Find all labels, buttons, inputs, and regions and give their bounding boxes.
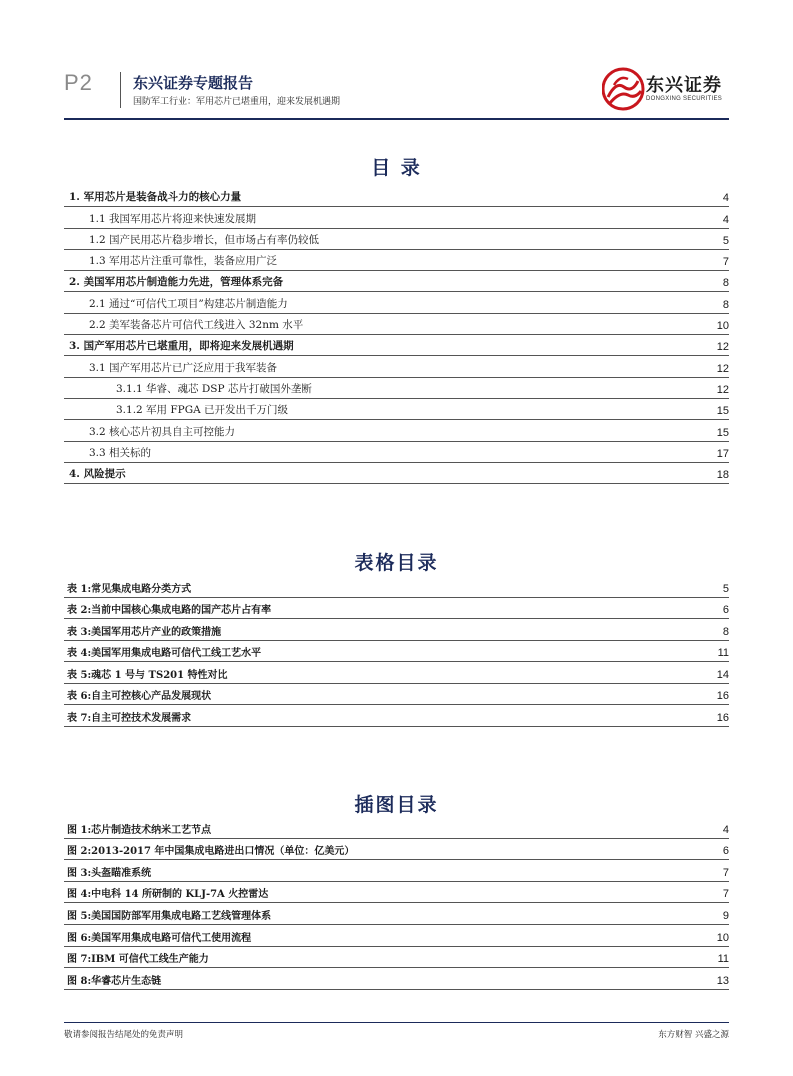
table-toc-entry[interactable]	[64, 598, 729, 620]
toc-entry[interactable]	[64, 292, 729, 313]
figure-toc-page: 9	[722, 909, 729, 922]
figure-toc-entry[interactable]	[64, 882, 729, 904]
figure-list	[64, 817, 729, 990]
toc-entry-page: 10	[716, 320, 729, 333]
figure-toc-title: 插图目录	[354, 794, 439, 816]
toc-entry-label: 2. 美国军用芯片制造能力先进，管理体系完备	[69, 276, 284, 289]
toc-entry[interactable]	[64, 250, 729, 271]
table-toc-label: 表 2:当前中国核心集成电路的国产芯片占有率	[67, 605, 272, 616]
toc-entry-label: 4. 风险提示	[69, 468, 126, 481]
table-toc-entry[interactable]	[64, 684, 729, 706]
toc-entry-label: 2.2 美军装备芯片可信代工线进入 32nm 水平	[89, 319, 304, 332]
toc-entry-page: 12	[716, 341, 729, 354]
figure-toc-page: 10	[716, 931, 729, 944]
toc-entry[interactable]	[64, 207, 729, 228]
logo-subtext: DONGXING SECURITIES	[646, 96, 723, 102]
table-toc-entry[interactable]	[64, 641, 729, 663]
toc-title: 目 录	[371, 157, 422, 179]
toc-entry-label: 3.1.2 军用 FPGA 已开发出千万门级	[116, 404, 289, 417]
figure-toc-page: 11	[717, 953, 729, 966]
table-list	[64, 576, 729, 727]
toc-entry[interactable]	[64, 399, 729, 420]
toc-entry-page: 15	[716, 405, 729, 418]
toc-entry-label: 1.1 我国军用芯片将迎来快速发展期	[89, 212, 257, 225]
toc-entry-label: 1.2 国产民用芯片稳步增长，但市场占有率仍较低	[89, 233, 320, 246]
toc-entry-page: 4	[722, 192, 729, 205]
figure-toc-page: 7	[722, 888, 729, 901]
toc-entry-label: 3.1.1 华睿、魂芯 DSP 芯片打破国外垄断	[116, 382, 312, 395]
toc-entry-page: 12	[716, 362, 729, 375]
toc-entry[interactable]	[64, 442, 729, 463]
figure-toc-label: 图 4:中电科 14 所研制的 KLJ-7A 火控雷达	[67, 889, 269, 901]
table-toc-label: 表 5:魂芯 1 号与 TS201 特性对比	[67, 669, 228, 681]
page-number: P2	[64, 70, 93, 95]
figure-toc-label: 图 6:美国军用集成电路可信代工使用流程	[67, 932, 252, 944]
toc-entry-page: 4	[722, 213, 729, 226]
toc-entry[interactable]	[64, 420, 729, 441]
header-rule	[64, 118, 729, 120]
report-title: 东兴证券专题报告	[133, 74, 254, 92]
figure-toc-label: 图 3:头盔瞄准系统	[67, 867, 152, 879]
table-toc-label: 表 6:自主可控核心产品发展现状	[67, 691, 212, 702]
table-toc-label: 表 7:自主可控技术发展需求	[67, 712, 192, 724]
header-divider	[120, 72, 121, 108]
table-toc-entry[interactable]	[64, 705, 729, 727]
toc-entry-page: 17	[716, 447, 729, 460]
toc-entry[interactable]	[64, 335, 729, 356]
table-toc-entry[interactable]	[64, 619, 729, 641]
toc-entry-label: 3.2 核心芯片初具自主可控能力	[89, 425, 236, 438]
toc-entry[interactable]	[64, 186, 729, 207]
figure-toc-label: 图 5:美国国防部军用集成电路工艺线管理体系	[67, 910, 272, 922]
figure-toc-entry[interactable]	[64, 860, 729, 882]
table-toc-title: 表格目录	[354, 552, 439, 574]
toc-entry-page: 5	[722, 234, 729, 247]
table-toc-page: 16	[716, 711, 729, 724]
toc-entry-label: 1.3 军用芯片注重可靠性，装备应用广泛	[89, 255, 278, 268]
toc-entry-label: 3.3 相关标的	[89, 446, 152, 459]
report-subtitle: 国防军工行业：军用芯片已堪重用，迎来发展机遇期	[133, 97, 341, 107]
figure-toc-entry[interactable]	[64, 968, 729, 990]
figure-toc-page: 4	[722, 823, 729, 836]
toc-entry-label: 2.1 通过“可信代工项目”构建芯片制造能力	[89, 297, 288, 310]
figure-toc-entry[interactable]	[64, 817, 729, 839]
toc-entry[interactable]	[64, 378, 729, 399]
logo-text: 东兴证券	[646, 75, 722, 96]
table-toc-page: 11	[717, 647, 729, 659]
figure-toc-entry[interactable]	[64, 839, 729, 861]
table-toc-page: 14	[716, 668, 729, 681]
toc-entry[interactable]	[64, 229, 729, 250]
figure-toc-label: 图 8:华睿芯片生态链	[67, 975, 162, 987]
figure-toc-page: 6	[722, 845, 729, 858]
toc-entry[interactable]	[64, 314, 729, 335]
toc-entry-page: 8	[722, 298, 729, 311]
table-toc-entry[interactable]	[64, 662, 729, 684]
toc-entry-label: 3.1 国产军用芯片已广泛应用于我军装备	[89, 361, 278, 374]
toc-entry-page: 8	[722, 277, 729, 290]
toc-entry[interactable]	[64, 463, 729, 484]
figure-toc-page: 13	[716, 974, 729, 987]
toc-entry-page: 15	[716, 426, 729, 439]
table-toc-page: 8	[722, 625, 729, 638]
figure-toc-label: 图 2:2013-2017 年中国集成电路进出口情况（单位：亿美元）	[67, 846, 355, 858]
toc-entry[interactable]	[64, 356, 729, 377]
table-toc-page: 16	[716, 690, 729, 702]
toc-entry-label: 1. 军用芯片是装备战斗力的核心力量	[69, 191, 242, 204]
table-toc-label: 表 1:常见集成电路分类方式	[67, 583, 192, 595]
toc-entry-page: 18	[716, 469, 729, 482]
toc-entry-page: 7	[722, 256, 729, 269]
toc-entry-label: 3. 国产军用芯片已堪重用，即将迎来发展机遇期	[69, 340, 294, 353]
table-toc-page: 5	[722, 582, 729, 595]
figure-toc-label: 图 7:IBM 可信代工线生产能力	[67, 954, 209, 966]
figure-toc-entry[interactable]	[64, 925, 729, 947]
table-toc-entry[interactable]	[64, 576, 729, 598]
figure-toc-entry[interactable]	[64, 947, 729, 969]
table-of-contents	[64, 186, 729, 484]
footer-disclaimer: 敬请参阅报告结尾处的免责声明	[64, 1030, 184, 1040]
table-toc-label: 表 3:美国军用芯片产业的政策措施	[67, 626, 222, 638]
toc-entry[interactable]	[64, 271, 729, 292]
figure-toc-page: 7	[722, 866, 729, 879]
footer-rule	[64, 1022, 729, 1023]
table-toc-page: 6	[722, 604, 729, 616]
figure-toc-label: 图 1:芯片制造技术纳米工艺节点	[67, 824, 212, 836]
footer-slogan: 东方财智 兴盛之源	[658, 1030, 729, 1040]
toc-entry-page: 12	[716, 383, 729, 396]
table-toc-label: 表 4:美国军用集成电路可信代工线工艺水平	[67, 648, 262, 659]
figure-toc-entry[interactable]	[64, 903, 729, 925]
